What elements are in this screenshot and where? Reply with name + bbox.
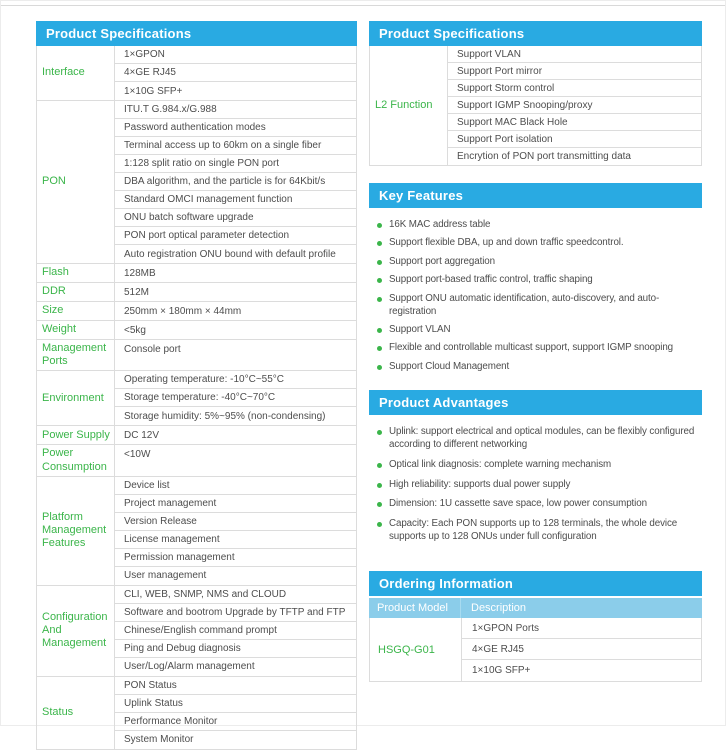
spec-row: [37, 677, 356, 749]
ordering-column-description: Description: [471, 602, 527, 615]
spec-row: [37, 426, 356, 445]
spec-values: [115, 321, 356, 339]
spec-value: Support IGMP Snooping/proxy: [448, 97, 701, 114]
spec-value: Terminal access up to 60km on a single fiber: [115, 137, 356, 155]
right-column: [369, 21, 702, 682]
spec-value: Auto registration ONU bound with default profile: [124, 248, 336, 260]
spec-value: User/Log/Alarm management: [124, 661, 255, 673]
section-header-product-advantages: Product Advantages: [369, 390, 702, 415]
spec-row: [37, 283, 356, 302]
spec-label: Interface: [37, 46, 115, 100]
spec-value: 1:128 split ratio on single PON port: [115, 155, 356, 173]
spec-label: Configuration And Management: [37, 586, 115, 676]
spec-row: [37, 371, 356, 426]
spec-values: [115, 283, 356, 301]
spec-value: Storage humidity: 5%~95% (non-condensing): [124, 410, 326, 422]
spec-row: [370, 46, 701, 165]
section-header-key-features: Key Features: [369, 183, 702, 208]
spec-label: Status: [37, 677, 115, 749]
spec-value: Operating temperature: -10°C~55°C: [115, 371, 356, 389]
spec-value: Console port: [124, 343, 181, 355]
spec-values: [115, 445, 356, 475]
spec-value: 1×10G SFP+: [124, 85, 183, 97]
spec-row: [37, 586, 356, 677]
spec-value: CLI, WEB, SNMP, NMS and CLOUD: [115, 586, 356, 604]
spec-value: DBA algorithm, and the particle is for 64Kbit/s: [115, 173, 356, 191]
spec-values: [115, 677, 356, 749]
spec-value: Storage temperature: -40°C~70°C: [115, 389, 356, 407]
spec-value: ITU.T G.984.x/G.988: [115, 101, 356, 119]
ordering-description-cell: 1×GPON Ports: [462, 618, 701, 639]
spec-value: User management: [124, 570, 207, 582]
bullet-item: Support ONU automatic identification, auto-discovery, and auto-registration: [376, 293, 700, 319]
spec-label: Management Ports: [37, 340, 115, 370]
spec-values: [115, 586, 356, 676]
bullet-item: Support port-based traffic control, traffic shaping: [376, 274, 700, 287]
spec-value: Ping and Debug diagnosis: [115, 640, 356, 658]
spec-value: License management: [115, 531, 356, 549]
spec-value: 512M: [124, 286, 150, 298]
spec-table-left: [36, 46, 357, 750]
bullet-item: Support VLAN: [376, 324, 700, 337]
spec-value: PON port optical parameter detection: [115, 227, 356, 245]
spec-value: 1×GPON: [115, 46, 356, 64]
spec-row: [37, 302, 356, 321]
spec-row: [37, 321, 356, 340]
bullet-item: Flexible and controllable multicast support, support IGMP snooping: [376, 342, 700, 355]
spec-value: Uplink Status: [115, 695, 356, 713]
spec-value: 4×GE RJ45: [115, 64, 356, 82]
ordering-product-model-cell: HSGQ-G01: [370, 618, 462, 681]
spec-values: [115, 264, 356, 282]
spec-value: Software and bootrom Upgrade by TFTP and FTP: [115, 604, 356, 622]
bullet-item: 16K MAC address table: [376, 219, 700, 232]
left-column: [36, 21, 357, 750]
spec-label: Weight: [37, 321, 115, 339]
bullet-item: Capacity: Each PON supports up to 128 terminals, the whole device supports up to 128 ONUs under full configuration: [376, 518, 700, 544]
product-advantages-list: [369, 415, 702, 563]
ordering-description-cell: 1×10G SFP+: [472, 665, 531, 677]
spec-label: Platform Management Features: [37, 477, 115, 585]
spec-label: Flash: [37, 264, 115, 282]
spec-value: Standard OMCI management function: [115, 191, 356, 209]
spec-value: Device list: [115, 477, 356, 495]
bullet-item: Support port aggregation: [376, 256, 700, 269]
spec-values: [115, 426, 356, 444]
spec-label: Size: [37, 302, 115, 320]
bullet-item: Support Cloud Management: [376, 361, 700, 374]
spec-row: [37, 264, 356, 283]
spec-value: System Monitor: [124, 734, 194, 746]
spec-values: [115, 46, 356, 100]
section-header-product-specifications-left: Product Specifications: [36, 21, 357, 46]
ordering-descriptions: [462, 618, 701, 681]
spec-value: ONU batch software upgrade: [115, 209, 356, 227]
bullet-item: Optical link diagnosis: complete warning mechanism: [376, 459, 700, 472]
spec-values: [115, 340, 356, 370]
spec-value: Support Port isolation: [448, 131, 701, 148]
section-header-ordering-information: Ordering Information: [369, 571, 702, 596]
ordering-description-cell: 4×GE RJ45: [462, 639, 701, 660]
spec-value: Project management: [115, 495, 356, 513]
spec-label: DDR: [37, 283, 115, 301]
spec-value: Password authentication modes: [115, 119, 356, 137]
spec-values: [115, 101, 356, 263]
spec-value: Performance Monitor: [115, 713, 356, 731]
spec-row: [37, 340, 356, 371]
spec-row: [37, 46, 356, 101]
spec-row: [37, 477, 356, 586]
spec-values: [115, 477, 356, 585]
spec-value: Support MAC Black Hole: [448, 114, 701, 131]
spec-value: Chinese/English command prompt: [115, 622, 356, 640]
bullet-item: Dimension: 1U cassette save space, low power consumption: [376, 498, 700, 511]
spec-label: Power Supply: [37, 426, 115, 444]
spec-row: [37, 445, 356, 476]
key-features-list: [369, 208, 702, 386]
spec-label: Environment: [37, 371, 115, 425]
spec-value: 128MB: [124, 267, 156, 279]
spec-value: <10W: [124, 448, 151, 460]
spec-value: 250mm × 180mm × 44mm: [124, 305, 242, 317]
spec-value: Encrytion of PON port transmitting data: [457, 151, 631, 162]
spec-value: Version Release: [115, 513, 356, 531]
spec-label: Power Consumption: [37, 445, 115, 475]
ordering-column-product-model: Product Model: [369, 598, 461, 618]
spec-values: [115, 371, 356, 425]
spec-label: L2 Function: [370, 46, 448, 165]
ordering-table-header: [369, 598, 702, 618]
bullet-item: High reliability: supports dual power supply: [376, 479, 700, 492]
spec-value: DC 12V: [124, 429, 160, 441]
spec-value: Support Port mirror: [448, 63, 701, 80]
spec-value: Support VLAN: [448, 46, 701, 63]
spec-values: [448, 46, 701, 165]
top-divider: [1, 5, 725, 6]
spec-row: [37, 101, 356, 264]
l2-function-table: [369, 46, 702, 166]
spec-value: Support Storm control: [448, 80, 701, 97]
spec-label: PON: [37, 101, 115, 263]
spec-value: Permission management: [115, 549, 356, 567]
bullet-item: Uplink: support electrical and optical modules, can be flexibly configured according to different networking: [376, 426, 700, 452]
ordering-table-body: [369, 618, 702, 682]
bullet-item: Support flexible DBA, up and down traffic speedcontrol.: [376, 237, 700, 250]
spec-values: [115, 302, 356, 320]
spec-value: PON Status: [115, 677, 356, 695]
section-header-product-specifications-right: Product Specifications: [369, 21, 702, 46]
spec-value: <5kg: [124, 324, 146, 336]
